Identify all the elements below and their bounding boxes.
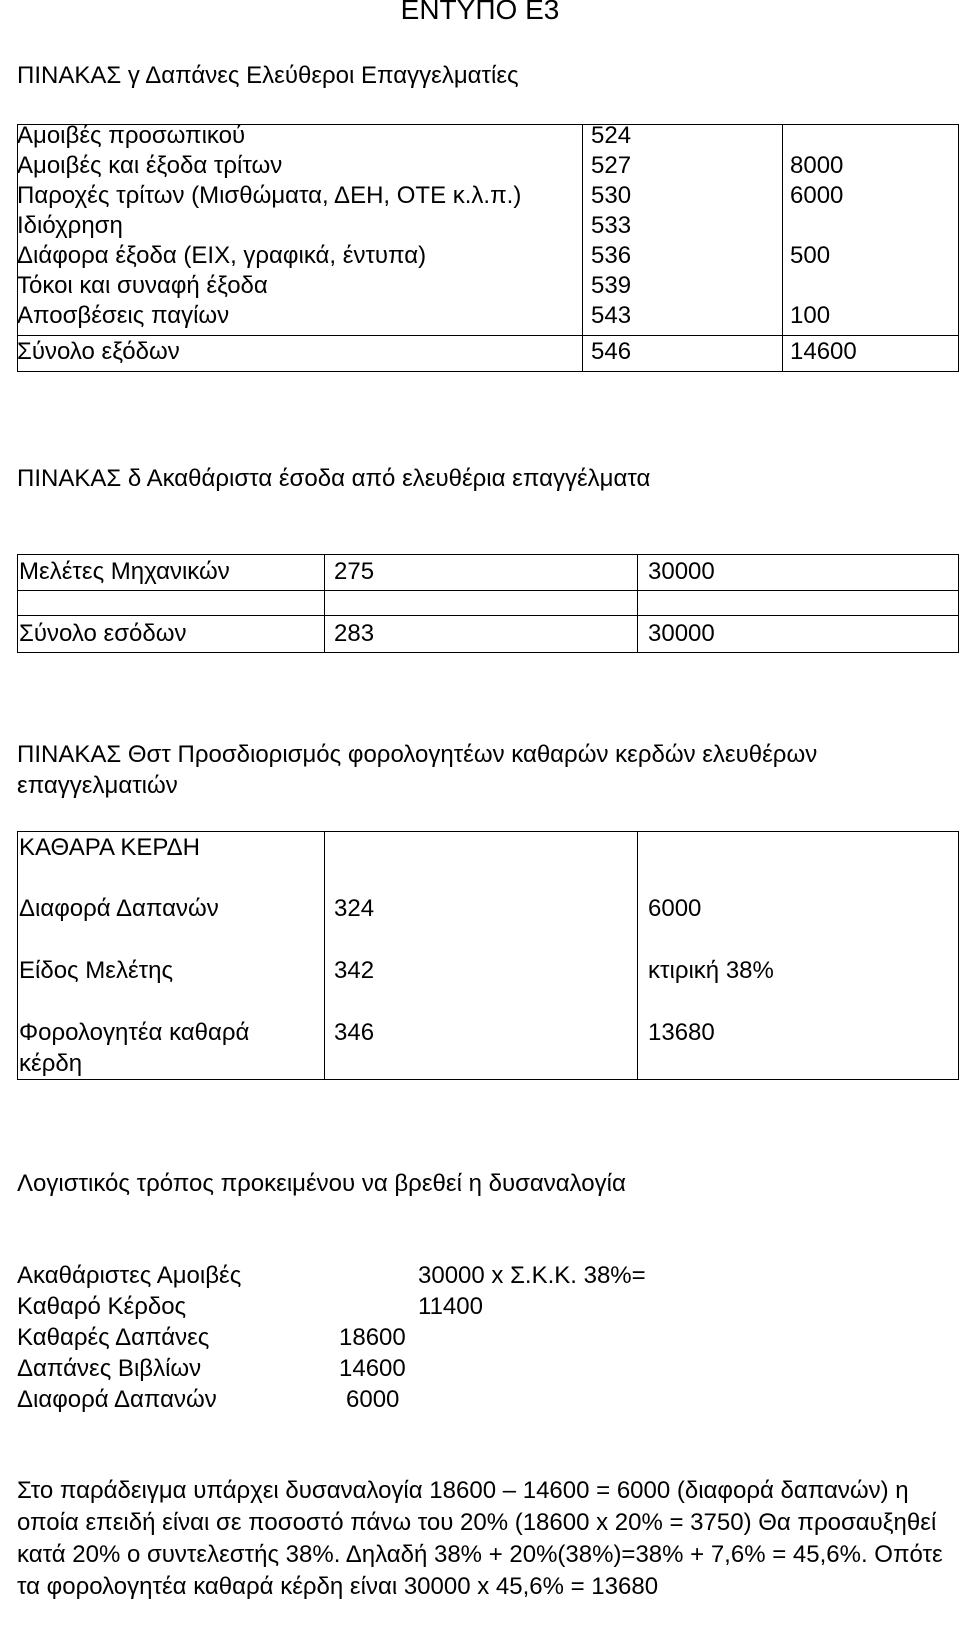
calc-label: Διαφορά Δαπανών [17,1386,217,1413]
calc-value: 30000 x Σ.Κ.Κ. 38%= [418,1262,646,1289]
table-row-label: Μελέτες Μηχανικών [19,558,230,585]
table-total-value: 14600 [790,338,857,365]
table-row-value: 13680 [648,1019,715,1046]
table-row-value: 6000 [790,182,844,209]
table-row-value: 6000 [648,895,702,922]
table-delta-rule [17,554,959,555]
calc-label: Καθαρές Δαπάνες [17,1324,210,1351]
table-row-label: Διαφορά Δαπανών [19,895,219,922]
table-row-value: 30000 [648,620,715,647]
table-row-code: 530 [591,182,632,209]
table-theta-heading: ΠΙΝΑΚΑΣ Θστ Προσδιορισμός φορολογητέων καθαρών κερδών ελευθέρων [17,741,818,768]
calc-label: Καθαρό Κέρδος [17,1293,187,1320]
explanation-paragraph: Στο παράδειγμα υπάρχει δυσαναλογία 18600 – 14600 = 6000 (διαφορά δαπανών) η οποία επειδή είναι σε ποσοστό πάνω του 20% (18600 x 20% = 3750) Θα προσαυξηθεί κατά 20% ο συντελεστής 38%. Δηλαδή 38% + 20%(38%)=38% + 7,6% = 45,6%. Οπότε τα φορολογητέα καθαρά κέρδη είναι 30000 x 45,6% = 13680 [17,1477,943,1600]
table-gamma-heading: ΠΙΝΑΚΑΣ γ Δαπάνες Ελεύθεροι Επαγγελματίες [17,62,519,89]
table-row-code: 275 [334,558,375,585]
table-row-code: 543 [591,302,632,329]
table-row-code: 533 [591,212,632,239]
document-title: ΕΝΤΥΠΟ Ε3 [400,0,560,25]
table-theta-rule [637,831,638,1080]
table-theta-rule [17,831,959,832]
table-row-value: 100 [790,302,831,329]
table-row-code: 527 [591,152,632,179]
table-delta-rule [324,554,325,653]
table-total-code: 546 [591,338,632,365]
calc-value: 6000 [346,1386,400,1413]
calc-value: 18600 [339,1324,406,1351]
table-row-value: 500 [790,242,831,269]
table-delta-rule [17,652,959,653]
calc-value: 14600 [339,1355,406,1382]
table-row-code: 324 [334,895,375,922]
table-row-code: 536 [591,242,632,269]
calc-label: Ακαθάριστες Αμοιβές [17,1262,242,1289]
table-row-value: 30000 [648,558,715,585]
table-row-value: κτιρική 38% [648,957,774,984]
table-theta-rule [958,831,959,1080]
table-delta-rule [17,554,18,653]
calc-value: 11400 [418,1293,483,1320]
table-row-label-continued: κέρδη [19,1050,83,1077]
table-delta-rule [17,590,959,591]
table-row-label: Είδος Μελέτης [19,957,174,984]
table-row-label: Φορολογητέα καθαρά [19,1019,250,1046]
section-label: ΚΑΘΑΡΑ ΚΕΡΔΗ [19,834,200,861]
table-delta-rule [17,615,959,616]
table-row-label: Αμοιβές προσωπικού [17,122,246,149]
table-row-value: 8000 [790,152,844,179]
table-theta-heading-continued: επαγγελματιών [17,772,178,799]
calc-label: Δαπάνες Βιβλίων [17,1355,202,1382]
table-theta-rule [324,831,325,1080]
table-row-code: 342 [334,957,375,984]
table-total-label: Σύνολο εξόδων [17,338,180,365]
table-delta-rule [958,554,959,653]
table-row-label: Παροχές τρίτων (Μισθώματα, ΔΕΗ, ΟΤΕ κ.λ.π.) [17,182,522,209]
table-row-label: Σύνολο εσόδων [19,620,187,647]
table-row-code: 346 [334,1019,375,1046]
table-theta-rule [17,831,18,1080]
table-row-label: Διάφορα έξοδα (ΕΙΧ, γραφικά, έντυπα) [17,242,427,269]
calc-heading: Λογιστικός τρόπος προκειμένου να βρεθεί η δυσαναλογία [17,1170,626,1197]
table-delta-rule [637,554,638,653]
table-row-code: 524 [591,122,632,149]
table-row-label: Τόκοι και συναφή έξοδα [17,272,268,299]
table-row-code: 539 [591,272,632,299]
table-row-label: Αμοιβές και έξοδα τρίτων [17,152,283,179]
table-row-code: 283 [334,620,375,647]
table-gamma-total-divider [17,335,959,336]
table-theta-rule [17,1079,959,1080]
table-delta-heading: ΠΙΝΑΚΑΣ δ Ακαθάριστα έσοδα από ελευθέρια επαγγέλματα [17,465,651,492]
table-row-label: Αποσβέσεις παγίων [17,302,230,329]
table-row-label: Ιδιόχρηση [17,212,123,239]
